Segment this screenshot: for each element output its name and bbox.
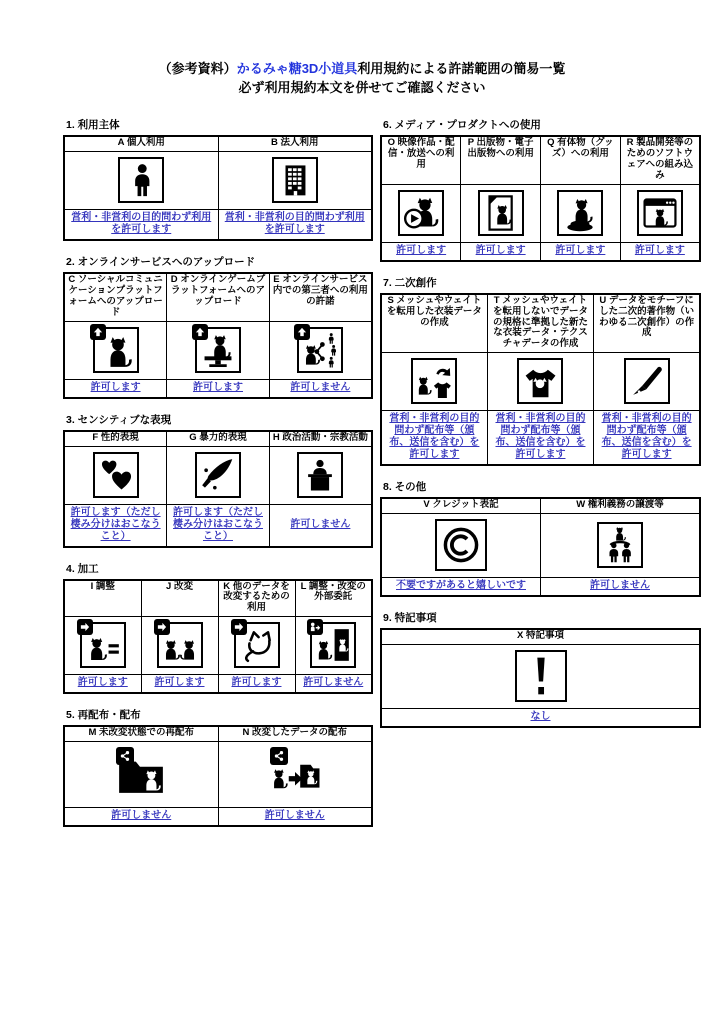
icon-box: [517, 358, 563, 404]
icon-box: [116, 747, 166, 797]
icon-box: [93, 327, 139, 373]
cell-icon-K: [218, 617, 295, 675]
cell-icon-S: [381, 353, 487, 411]
cell-status-K: [218, 675, 295, 694]
section-heading: 9. 特記事項: [383, 612, 437, 625]
cell-label-G: G 暴力的表現: [167, 431, 270, 446]
icon-box: [515, 650, 567, 702]
cell-icon-R: [620, 184, 700, 242]
section-heading: 5. 再配布・配布: [66, 709, 141, 722]
section-online-upload: [63, 254, 373, 399]
podium-speaker-icon: [301, 456, 339, 494]
cell-icon-T: [487, 353, 593, 411]
recycle-costume-icon: [415, 362, 453, 400]
status-link[interactable]: 許可しません: [290, 518, 351, 530]
title-line1: [0, 60, 724, 79]
cell-status-C: [64, 379, 167, 398]
permission-table: [63, 725, 373, 827]
cell-status-X: [381, 709, 700, 728]
status-link[interactable]: 許可しません: [590, 580, 650, 592]
section-heading: 3. センシティブな表現: [66, 413, 172, 426]
cell-label-N: N 改変したデータの配布: [218, 726, 372, 741]
cell-label-A: A 個人利用: [64, 136, 218, 151]
status-link[interactable]: 許可します: [475, 244, 526, 256]
status-link[interactable]: 許可しません: [264, 810, 325, 822]
section-derivative-works: [380, 275, 701, 467]
cell-icon-M: [64, 742, 218, 808]
section-heading: 1. 利用主体: [66, 119, 120, 131]
cell-label-D: D オンラインゲームプラットフォームへのアップロード: [167, 273, 270, 321]
icon-box: [624, 358, 670, 404]
icon-box: [195, 452, 241, 498]
cell-status-M: [64, 808, 218, 827]
cell-label-H: H 政治活動・宗教活動: [269, 431, 372, 446]
cell-status-R: [620, 242, 700, 261]
icon-box: [93, 452, 139, 498]
upload-badge-icon: [192, 324, 208, 340]
cell-icon-G: [167, 446, 270, 504]
cell-label-J: J 改変: [141, 580, 218, 617]
permission-table: [63, 430, 373, 548]
cell-status-B: [218, 209, 372, 240]
cell-label-P: P 出版物・電子出版物への利用: [461, 136, 541, 184]
status-link[interactable]: 許可しません: [290, 381, 351, 393]
cell-label-X: X 特記事項: [381, 629, 700, 644]
cell-icon-H: [269, 446, 372, 504]
cell-status-S: [381, 411, 487, 466]
status-link[interactable]: 許可します: [90, 381, 141, 393]
cell-icon-X: [381, 645, 700, 709]
icon-box: [157, 622, 203, 668]
section-redistribution: [63, 707, 373, 827]
cell-label-R: R 製品開発等のためのソフトウェアへの組み込み: [620, 136, 700, 184]
share-badge-icon: [270, 747, 288, 765]
cell-status-D: [167, 379, 270, 398]
person-arrow-badge-icon: [307, 619, 323, 635]
cell-status-F: [64, 504, 167, 547]
cell-label-L: L 調整・改変の外部委託: [295, 580, 372, 617]
cell-icon-B: [218, 151, 372, 209]
status-link[interactable]: 営利・非営利の目的問わず利用を許可します: [71, 211, 212, 235]
right-column: [380, 117, 701, 741]
icon-box: [557, 190, 603, 236]
cell-label-K: K 他のデータを改変するための利用: [218, 580, 295, 617]
video-cat-icon: [402, 194, 440, 232]
cell-status-W: [541, 578, 701, 597]
building-icon: [276, 161, 314, 199]
section-sensitive-expression: [63, 412, 373, 548]
cell-label-E: E オンラインサービス内での第三者への利用の許諾: [269, 273, 372, 321]
status-link[interactable]: 許可します: [231, 677, 282, 689]
icon-box: [398, 190, 444, 236]
section-media-product: [380, 117, 701, 262]
cell-status-A: [64, 209, 218, 240]
arrow-badge-icon: [231, 619, 247, 635]
cell-label-O: O 映像作品・配信・放送への利用: [381, 136, 461, 184]
cell-label-C: C ソーシャルコミュニケーションプラットフォームへのアップロード: [64, 273, 167, 321]
cell-status-L: [295, 675, 372, 694]
status-link[interactable]: 営利・非営利の目的問わず配布等（頒布、送信を含む）を許可します: [389, 413, 480, 461]
icon-box: [234, 622, 280, 668]
page-title: [0, 60, 724, 98]
cell-icon-J: [141, 617, 218, 675]
cell-status-G: [167, 504, 270, 547]
section-heading: 2. オンラインサービスへのアップロード: [66, 255, 256, 268]
status-link[interactable]: 許可します: [396, 244, 447, 256]
section-heading: 8. その他: [383, 481, 427, 494]
permission-table: [63, 135, 373, 241]
cell-icon-W: [541, 514, 701, 578]
permission-table: [380, 293, 701, 467]
cell-label-T: T メッシュやウェイトを転用しないでデータの規格に準拠した新たな衣装データ・テクスチャデータの作成: [487, 294, 593, 353]
cell-icon-E: [269, 321, 372, 379]
section-heading: 6. メディア・プロダクトへの使用: [383, 119, 541, 131]
permission-table: [380, 497, 701, 597]
left-column: [63, 117, 373, 840]
section-special-notes: [380, 610, 701, 728]
status-link[interactable]: 許可しません: [111, 810, 172, 822]
section-usage-entity: [63, 117, 373, 241]
cell-label-B: B 法人利用: [218, 136, 372, 151]
cell-status-I: [64, 675, 141, 694]
icon-box: [297, 452, 343, 498]
cell-icon-V: [381, 514, 541, 578]
icon-box: [435, 519, 487, 571]
upload-badge-icon: [294, 324, 310, 340]
section-heading: 7. 二次創作: [383, 276, 437, 289]
icon-box: [195, 327, 241, 373]
title-suffix: 利用規約による許諾範囲の簡易一覧: [357, 61, 566, 76]
cell-icon-C: [64, 321, 167, 379]
permission-table: [380, 135, 701, 262]
cell-status-T: [487, 411, 593, 466]
cell-icon-I: [64, 617, 141, 675]
cell-icon-A: [64, 151, 218, 209]
cell-icon-U: [594, 353, 700, 411]
publication-cat-icon: [482, 194, 520, 232]
cell-icon-D: [167, 321, 270, 379]
icon-box: [478, 190, 524, 236]
cell-status-H: [269, 504, 372, 547]
section-processing: [63, 561, 373, 695]
icon-box: [270, 747, 320, 797]
software-window-cat-icon: [641, 194, 679, 232]
icon-box: [80, 622, 126, 668]
cell-label-M: M 未改変状態での再配布: [64, 726, 218, 741]
hearts-icon: [97, 456, 135, 494]
cell-status-U: [594, 411, 700, 466]
copyright-icon: [439, 523, 483, 567]
status-link[interactable]: 許可しません: [303, 677, 364, 689]
title-line2: 必ず利用規約本文を併せてご確認ください: [238, 79, 486, 95]
cell-label-I: I 調整: [64, 580, 141, 617]
cell-icon-L: [295, 617, 372, 675]
exclamation-icon: [519, 654, 563, 698]
permission-table: [380, 628, 701, 728]
icon-box: [597, 522, 643, 568]
cell-label-F: F 性的表現: [64, 431, 167, 446]
cell-icon-N: [218, 742, 372, 808]
title-brand: かるみゃ糖3D小道具: [236, 61, 358, 76]
person-icon: [122, 161, 160, 199]
knife-icon: [199, 456, 237, 494]
cell-label-S: S メッシュやウェイトを転用した衣装データの作成: [381, 294, 487, 353]
icon-box: [411, 358, 457, 404]
status-link[interactable]: 不要ですがあると嬉しいです: [396, 580, 526, 592]
icon-box: [637, 190, 683, 236]
cell-status-Q: [541, 242, 621, 261]
cell-icon-O: [381, 184, 461, 242]
cell-icon-Q: [541, 184, 621, 242]
title-prefix: （参考資料）: [158, 61, 237, 76]
status-link[interactable]: 許可します（ただし棲み分けはおこなうこと）: [172, 506, 263, 542]
permission-table: [63, 579, 373, 695]
status-link[interactable]: 許可します: [555, 244, 606, 256]
icon-box: [297, 327, 343, 373]
cell-label-W: W 権利義務の譲渡等: [541, 498, 701, 513]
upload-badge-icon: [90, 324, 106, 340]
status-link[interactable]: なし: [530, 711, 551, 723]
permission-table: [63, 272, 373, 399]
costume-cat-icon: [521, 362, 559, 400]
pen-icon: [628, 362, 666, 400]
cell-status-J: [141, 675, 218, 694]
status-link[interactable]: 営利・非営利の目的問わず利用を許可します: [224, 211, 365, 235]
status-link[interactable]: 営利・非営利の目的問わず配布等（頒布、送信を含む）を許可します: [495, 413, 586, 461]
section-other: [380, 479, 701, 597]
rights-transfer-icon: [601, 526, 639, 564]
icon-box: [118, 157, 164, 203]
goods-figurine-icon: [561, 194, 599, 232]
cell-status-N: [218, 808, 372, 827]
cell-status-V: [381, 578, 541, 597]
icon-box: [310, 622, 356, 668]
arrow-badge-icon: [77, 619, 93, 635]
status-link[interactable]: 許可します（ただし棲み分けはおこなうこと）: [70, 506, 161, 542]
cell-status-E: [269, 379, 372, 398]
cell-status-O: [381, 242, 461, 261]
cell-status-P: [461, 242, 541, 261]
cell-icon-P: [461, 184, 541, 242]
arrow-badge-icon: [154, 619, 170, 635]
cell-label-V: V クレジット表記: [381, 498, 541, 513]
status-link[interactable]: 許可します: [154, 677, 205, 689]
icon-box: [272, 157, 318, 203]
status-link[interactable]: 許可します: [634, 244, 685, 256]
status-link[interactable]: 許可します: [77, 677, 128, 689]
status-link[interactable]: 許可します: [192, 381, 243, 393]
share-badge-icon: [116, 747, 134, 765]
status-link[interactable]: 営利・非営利の目的問わず配布等（頒布、送信を含む）を許可します: [601, 413, 692, 461]
cell-label-U: U データをモチーフにした二次的著作物（いわゆる二次創作）の作成: [594, 294, 700, 353]
cell-icon-F: [64, 446, 167, 504]
section-heading: 4. 加工: [66, 562, 99, 575]
cell-label-Q: Q 有体物（グッズ）への利用: [541, 136, 621, 184]
